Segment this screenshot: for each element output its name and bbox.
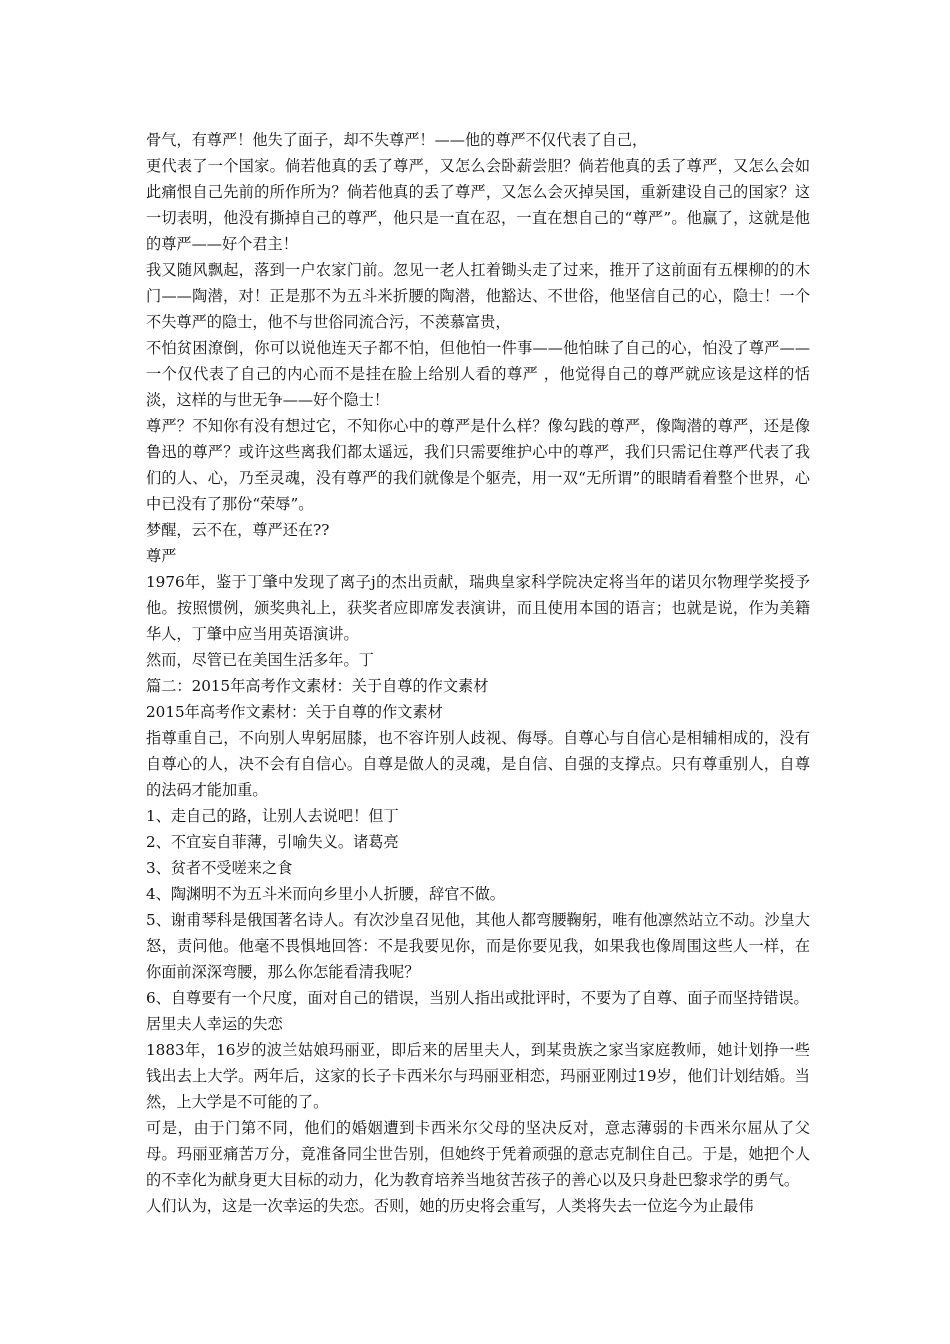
paragraph: 人们认为，这是一次幸运的失恋。否则，她的历史将会重写，人类将失去一位迄今为止最伟	[146, 1197, 754, 1215]
paragraph: 尊严？不知你有没有想过它，不知你心中的尊严是什么样？像勾践的尊严，像陶潜的尊严，还是像鲁迅的尊严？或许这些离我们都太遥远，我们只需要维护心中的尊严，我们只需记住尊严代表了我们的人、心，乃至灵魂，没有尊严的我们就像是个躯壳，用一双“无所谓”的眼睛看着整个世界，心中已没有了那份“荣辱”。	[146, 417, 810, 513]
paragraph: 梦醒，云不在，尊严还在??	[146, 521, 330, 539]
paragraph: 指尊重自己，不向别人卑躬屈膝，也不容许别人歧视、侮辱。自尊心与自信心是相辅相成的，没有自尊心的人，决不会有自信心。自尊是做人的灵魂，是自信、自强的支撑点。只有尊重别人，自尊的法码才能加重。	[146, 729, 810, 799]
list-item: 5、谢甫琴科是俄国著名诗人。有次沙皇召见他，其他人都弯腰鞠躬，唯有他凛然站立不动。沙皇大怒，责问他。他毫不畏惧地回答：不是我要见你，而是你要见我，如果我也像周围这些人一样，在你面前深深弯腰，那么你怎能看清我呢？	[146, 911, 810, 981]
story-title: 居里夫人幸运的失恋	[146, 1015, 283, 1033]
list-item: 3、贫者不受嗟来之食	[146, 859, 293, 877]
list-item: 1、走自己的路，让别人去说吧！但丁	[146, 807, 399, 825]
paragraph: 1883年，16岁的波兰姑娘玛丽亚，即后来的居里夫人，到某贵族之家当家庭教师，她计划挣一些钱出去上大学。两年后，这家的长子卡西米尔与玛丽亚相恋，玛丽亚刚过19岁，他们计划结婚。当然，上大学是不可能的了。	[146, 1041, 810, 1111]
document-body	[146, 127, 810, 1219]
section-subheading: 2015年高考作文素材：关于自尊的作文素材	[146, 703, 443, 721]
paragraph: 不怕贫困潦倒，你可以说他连天子都不怕，但他怕一件事——他怕昧了自己的心，怕没了尊严——一个仅代表了自己的内心而不是挂在脸上给别人看的尊严 ，他觉得自己的尊严就应该是这样的恬淡，这样的与世无争——好个隐士！	[146, 339, 810, 409]
paragraph: 我又随风飘起，落到一户农家门前。忽见一老人扛着锄头走了过来，推开了这前面有五棵柳的的木门——陶潜，对！正是那不为五斗米折腰的陶潜，他豁达、不世俗，他坚信自己的心，隐士！一个不失尊严的隐士，他不与世俗同流合污，不羡慕富贵，	[146, 261, 810, 331]
list-item: 4、陶渊明不为五斗米而向乡里小人折腰，辞官不做。	[146, 885, 505, 903]
list-item: 6、自尊要有一个尺度，面对自己的错误，当别人指出或批评时，不要为了自尊、面子而坚持错误。	[146, 989, 809, 1007]
paragraph: 可是，由于门第不同，他们的婚姻遭到卡西米尔父母的坚决反对，意志薄弱的卡西米尔屈从了父母。玛丽亚痛苦万分，竟准备同尘世告别，但她终于凭着顽强的意志克制住自己。于是，她把个人的不幸化为献身更大目标的动力，化为教育培养当地贫苦孩子的善心以及只身赴巴黎求学的勇气。	[146, 1119, 810, 1189]
paragraph: 尊严	[146, 547, 177, 565]
paragraph: 骨气，有尊严！他失了面子，却不失尊严！——他的尊严不仅代表了自己，	[146, 131, 648, 149]
paragraph: 1976年，鉴于丁肇中发现了离子j的杰出贡献，瑞典皇家科学院决定将当年的诺贝尔物理学奖授予他。按照惯例，颁奖典礼上，获奖者应即席发表演讲，而且使用本国的语言；也就是说，作为美籍华人，丁肇中应当用英语演讲。	[146, 573, 810, 643]
section-heading: 篇二：2015年高考作文素材：关于自尊的作文素材	[146, 677, 489, 695]
paragraph: 更代表了一个国家。倘若他真的丢了尊严，又怎么会卧薪尝胆？倘若他真的丢了尊严，又怎么会如此痛恨自己先前的所作所为？倘若他真的丢了尊严，又怎么会灭掉吴国，重新建设自己的国家？这一切表明，他没有撕掉自己的尊严，他只是一直在忍，一直在想自己的“尊严”。他赢了，这就是他的尊严——好个君主！	[146, 157, 810, 253]
paragraph: 然而，尽管已在美国生活多年。丁	[146, 651, 374, 669]
list-item: 2、不宜妄自菲薄，引喻失义。诸葛亮	[146, 833, 399, 851]
